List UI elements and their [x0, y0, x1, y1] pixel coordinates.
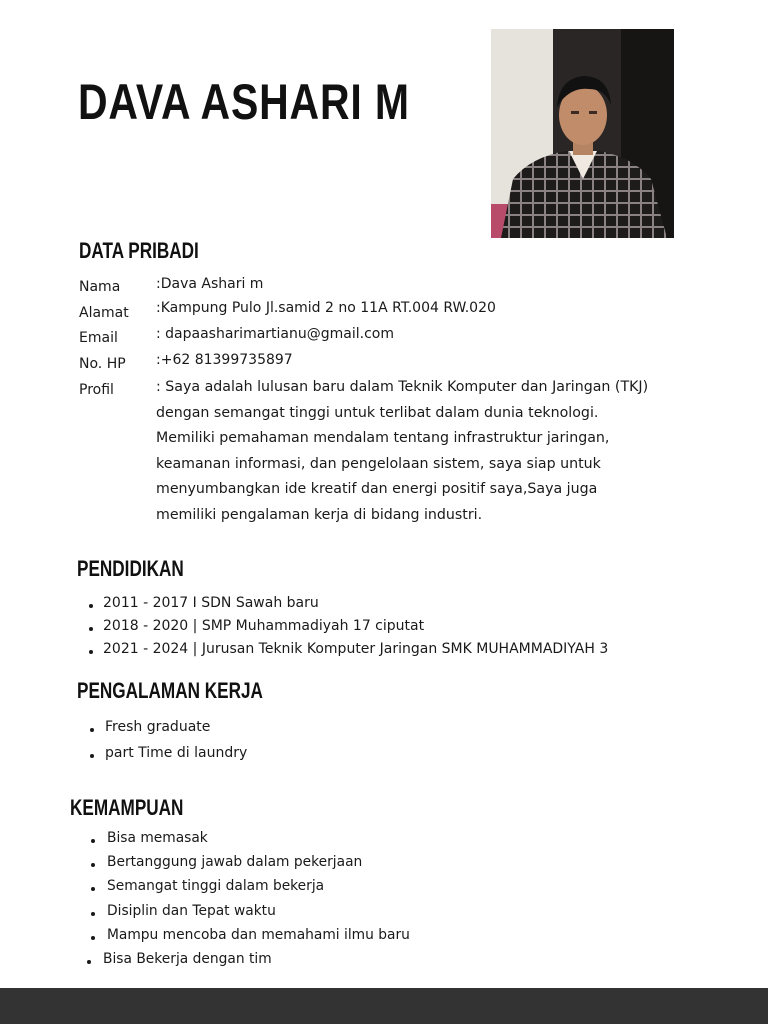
section-heading-pengalaman-kerja: PENGALAMAN KERJA: [77, 678, 263, 703]
experience-list: [105, 714, 247, 766]
education-list: [103, 592, 608, 661]
section-heading-pendidikan: PENDIDIKAN: [77, 556, 184, 581]
education-item: 2018 - 2020 | SMP Muhammadiyah 17 ciputat: [103, 615, 608, 638]
footer-bar: [0, 988, 768, 1024]
experience-item: Fresh graduate: [105, 714, 247, 740]
label-email: Email: [79, 330, 118, 346]
skill-item: Mampu mencoba dan memahami ilmu baru: [107, 923, 410, 947]
education-item: 2021 - 2024 | Jurusan Teknik Komputer Jaringan SMK MUHAMMADIYAH 3: [103, 638, 608, 661]
value-alamat: :Kampung Pulo Jl.samid 2 no 11A RT.004 RW.020: [156, 300, 496, 316]
label-alamat: Alamat: [79, 305, 129, 321]
skill-item: Bisa memasak: [107, 826, 410, 850]
candidate-name: DAVA ASHARI M: [78, 74, 410, 130]
value-profil: : Saya adalah lulusan baru dalam Teknik Komputer dan Jaringan (TKJ) dengan semangat tinggi untuk terlibat dalam dunia teknologi. Memiliki pemahaman mendalam tentang infrastruktur jaringan, keamanan informasi, dan pengelolaan sistem, saya siap untuk menyumbangkan ide kreatif dan energi positif saya,Saya juga memiliki pengalaman kerja di bidang industri.: [156, 379, 649, 523]
skill-item: Bisa Bekerja dengan tim: [103, 947, 406, 971]
label-nama: Nama: [79, 279, 121, 295]
skills-list: [103, 826, 410, 971]
skill-item: Disiplin dan Tepat waktu: [107, 899, 410, 923]
section-heading-kemampuan: KEMAMPUAN: [70, 795, 184, 820]
education-item: 2011 - 2017 I SDN Sawah baru: [103, 592, 608, 615]
skill-item: Bertanggung jawab dalam pekerjaan: [107, 850, 410, 874]
label-no-hp: No. HP: [79, 356, 126, 372]
value-email: : dapaasharimartianu@gmail.com: [156, 326, 394, 342]
section-heading-data-pribadi: DATA PRIBADI: [79, 238, 199, 263]
value-nama: :Dava Ashari m: [156, 276, 264, 292]
value-no-hp: :+62 81399735897: [156, 352, 293, 368]
experience-item: part Time di laundry: [105, 740, 247, 766]
skill-item: Semangat tinggi dalam bekerja: [107, 874, 410, 898]
profile-photo: [491, 29, 674, 238]
label-profil: Profil: [79, 382, 114, 398]
